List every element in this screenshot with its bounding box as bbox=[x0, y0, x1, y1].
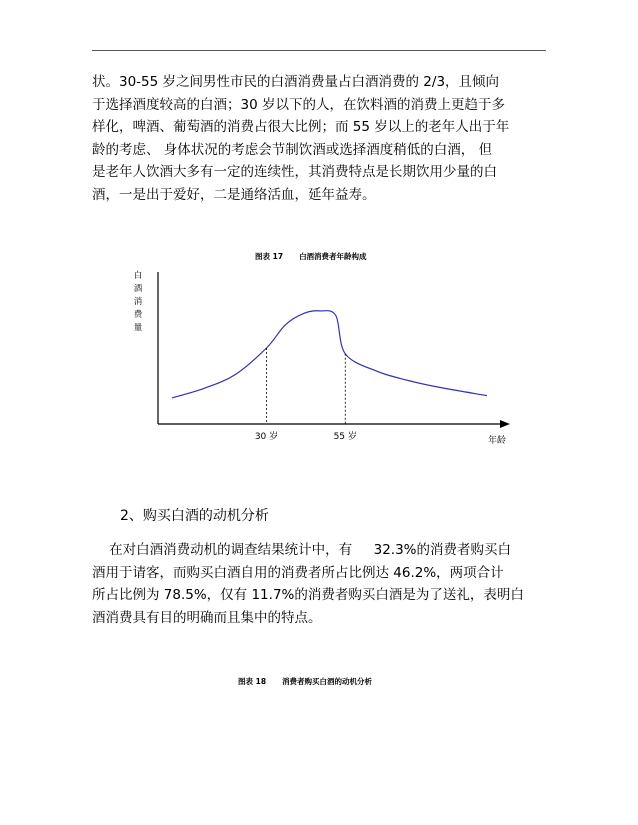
series-line bbox=[172, 311, 487, 398]
y-axis-label-char: 量 bbox=[133, 323, 143, 333]
text-line: 龄的考虑、 身体状况的考虑会节制饮酒或选择酒度稍低的白酒， 但 bbox=[92, 141, 493, 158]
text-line: 是老年人饮酒大多有一定的连续性，其消费特点是长期饮用少量的白 bbox=[92, 164, 497, 180]
text-line: 在对白酒消费动机的调查结果统计中，有 32.3%的消费者购买白 bbox=[92, 542, 512, 558]
y-axis-label-char: 酒 bbox=[133, 284, 143, 294]
text-line: 于选择酒度较高的白酒；30 岁以下的人，在饮料酒的消费上更趋于多 bbox=[92, 96, 505, 113]
y-axis-label-char: 消 bbox=[133, 297, 143, 307]
text-line: 酒，一是出于爱好，二是通络活血，延年益寿。 bbox=[92, 186, 376, 203]
text-line: 酒消费具有目的明确而且集中的特点。 bbox=[92, 609, 322, 626]
figure-17-title: 白酒消费者年龄构成 bbox=[299, 252, 367, 261]
x-axis-label: 年龄 bbox=[487, 436, 507, 446]
figure-18-label: 图表 18 bbox=[238, 677, 267, 686]
text-line: 状。30-55 岁之间男性市民的白酒消费量占白酒消费的 2/3，且倾向 bbox=[92, 74, 500, 90]
paragraph-purchase-motive bbox=[92, 539, 550, 629]
x-tick-label-55: 55 岁 bbox=[333, 432, 357, 442]
figure-18-caption bbox=[238, 676, 372, 687]
figure-18-title: 消费者购买白酒的动机分析 bbox=[282, 677, 373, 686]
text-line: 酒用于请客，而购买白酒自用的消费者所占比例达 46.2%，两项合计 bbox=[92, 564, 504, 581]
text-line: 样化，啤酒、葡萄酒的消费占很大比例；而 55 岁以上的老年人出于年 bbox=[92, 119, 510, 135]
x-tick-label-30: 30 岁 bbox=[254, 432, 279, 442]
y-axis-label-char: 白 bbox=[133, 271, 143, 281]
text-line: 所占比例为 78.5%，仅有 11.7%的消费者购买白酒是为了送礼，表明白 bbox=[92, 587, 524, 603]
section-2-heading: 2、购买白酒的动机分析 bbox=[120, 508, 269, 524]
x-axis-arrow bbox=[500, 420, 510, 428]
figure-17-label: 图表 17 bbox=[255, 252, 284, 261]
y-axis-label-char: 费 bbox=[133, 310, 143, 320]
